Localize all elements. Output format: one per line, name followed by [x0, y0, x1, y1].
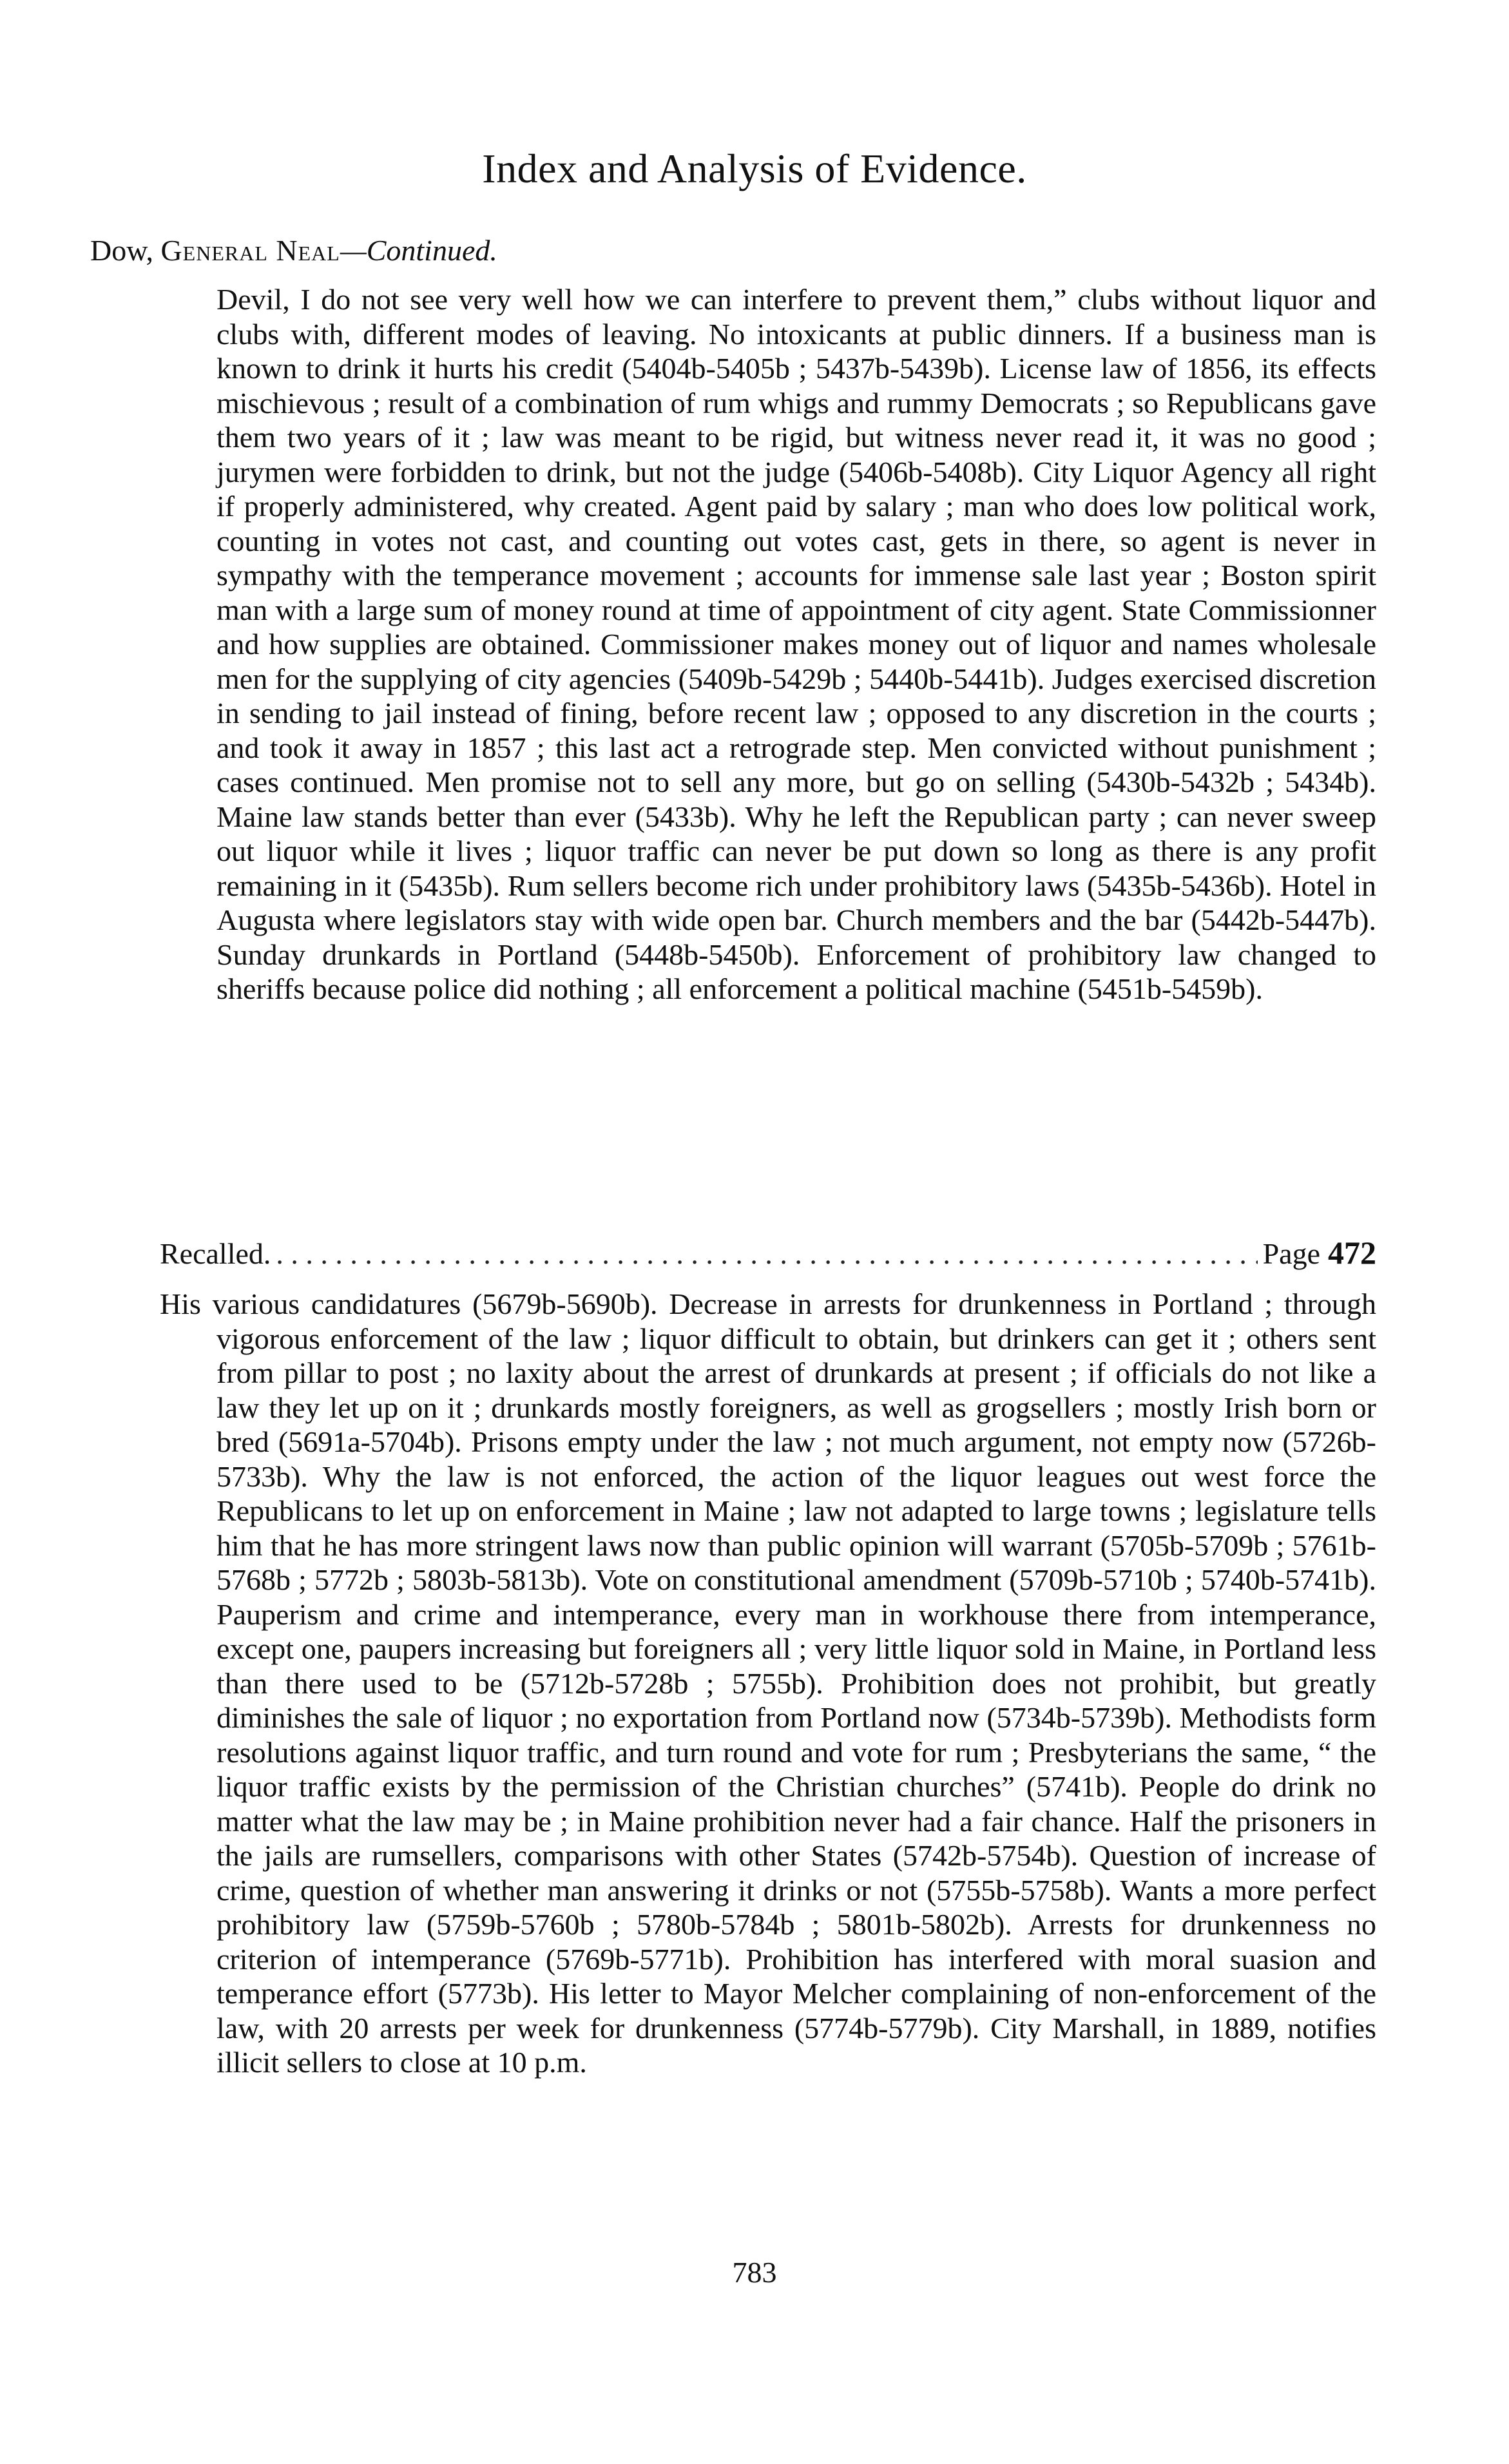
page-title: Index and Analysis of Evidence. — [482, 146, 1027, 191]
entry-name: General Neal — [160, 234, 340, 267]
entry-heading — [90, 233, 497, 267]
page-reference: 472 — [1328, 1235, 1376, 1271]
recalled-label: Recalled. — [160, 1237, 271, 1270]
evidence-paragraph-2 — [160, 1287, 1376, 2080]
continued-label: —Continued. — [340, 234, 497, 267]
leader-dots — [276, 1237, 1257, 1271]
evidence-paragraph-1: Devil, I do not see very well how we can interfere to prevent them,” clubs without liquor and clubs with, different modes of leaving. No intoxicants at public dinners. If a business man is known to drink it hurts his credit (5404b-5405b ; 5437b-5439b). License law of 1856, its effects mischievous ; result of a combination of rum whigs and rummy Democrats ; so Republicans gave them two years of it ; law was meant to be rigid, but witness never read it, it was no good ; jurymen were forbidden to drink, but not the judge (5406b-5408b). City Liquor Agency all right if properly administered, why created. Agent paid by salary ; man who does low political work, counting in votes not cast, and counting out votes cast, gets in there, so agent is never in sympathy with the temperance movement ; accounts for immense sale last year ; Boston spirit man with a large sum of money round at time of appointment of city agent. State Commissionner and how supplies are obtained. Commissioner makes money out of liquor and names wholesale men for the supplying of city agencies (5409b-5429b ; 5440b-5441b). Judges exercised discretion in sending to jail instead of fining, before recent law ; opposed to any discretion in the courts ; and took it away in 1857 ; this last act a retrograde step. Men convicted without punishment ; cases continued. Men promise not to sell any more, but go on selling (5430b-5432b ; 5434b). Maine law stands better than ever (5433b). Why he left the Republican party ; can never sweep out liquor while it lives ; liquor traffic can never be put down so long as there is any profit remaining in it (5435b). Rum sellers become rich under prohibitory laws (5435b-5436b). Hotel in Augusta where legislators stay with wide open bar. Church members and the bar (5442b-5447b). Sunday drunkards in Portland (5448b-5450b). Enforcement of prohibitory law changed to sheriffs because police did nothing ; all enforcement a political machine (5451b-5459b). — [216, 283, 1376, 1005]
evidence-paragraph-2-text: His various candidatures (5679b-5690b). Decrease in arrests for drunkenness in Portland ; through vigorous enforcement of the law ; liquor difficult to obtain, but drinkers can get it ; others sent from pillar to post ; no laxity about the arrest of drunkards at present ; if officials do not like a law they let up on it ; drunkards mostly foreigners, as well as grogsellers ; mostly Irish born or bred (5691a-5704b). Prisons empty under the law ; not much argument, not empty now (5726b-5733b). Why the law is not enforced, the action of the liquor leagues out west force the Republicans to let up on enforcement in Maine ; law not adapted to large towns ; legislature tells him that he has more stringent laws now than public opinion will warrant (5705b-5709b ; 5761b-5768b ; 5772b ; 5803b-5813b). Vote on constitutional amendment (5709b-5710b ; 5740b-5741b). Pauperism and crime and intemperance, every man in workhouse there from intemperance, except one, paupers increasing but foreigners all ; very little liquor sold in Maine, in Portland less than there used to be (5712b-5728b ; 5755b). Prohibition does not prohibit, but greatly diminishes the sale of liquor ; no exportation from Portland now (5734b-5739b). Methodists form resolutions against liquor traffic, and turn round and vote for rum ; Presbyterians the same, “ the liquor traffic exists by the permission of the Christian churches” (5741b). People do drink no matter what the law may be ; in Maine prohibition never had a fair chance. Half the prisoners in the jails are rumsellers, comparisons with other States (5742b-5754b). Question of increase of crime, question of whether man answering it drinks or not (5755b-5758b). Wants a more perfect prohibitory law (5759b-5760b ; 5780b-5784b ; 5801b-5802b). Arrests for drunkenness no criterion of intemperance (5769b-5771b). Prohibition has interfered with moral suasion and temperance effort (5773b). His letter to Mayor Melcher complaining of non-enforcement of the law, with 20 arrests per week for drunkenness (5774b-5779b). City Marshall, in 1889, notifies illicit sellers to close at 10 p.m. — [160, 1287, 1376, 2079]
entry-name-prefix: Dow, — [90, 234, 161, 267]
page-label: Page — [1262, 1237, 1320, 1270]
page-number: 783 — [732, 2256, 777, 2289]
recalled-line — [160, 1234, 1376, 1271]
